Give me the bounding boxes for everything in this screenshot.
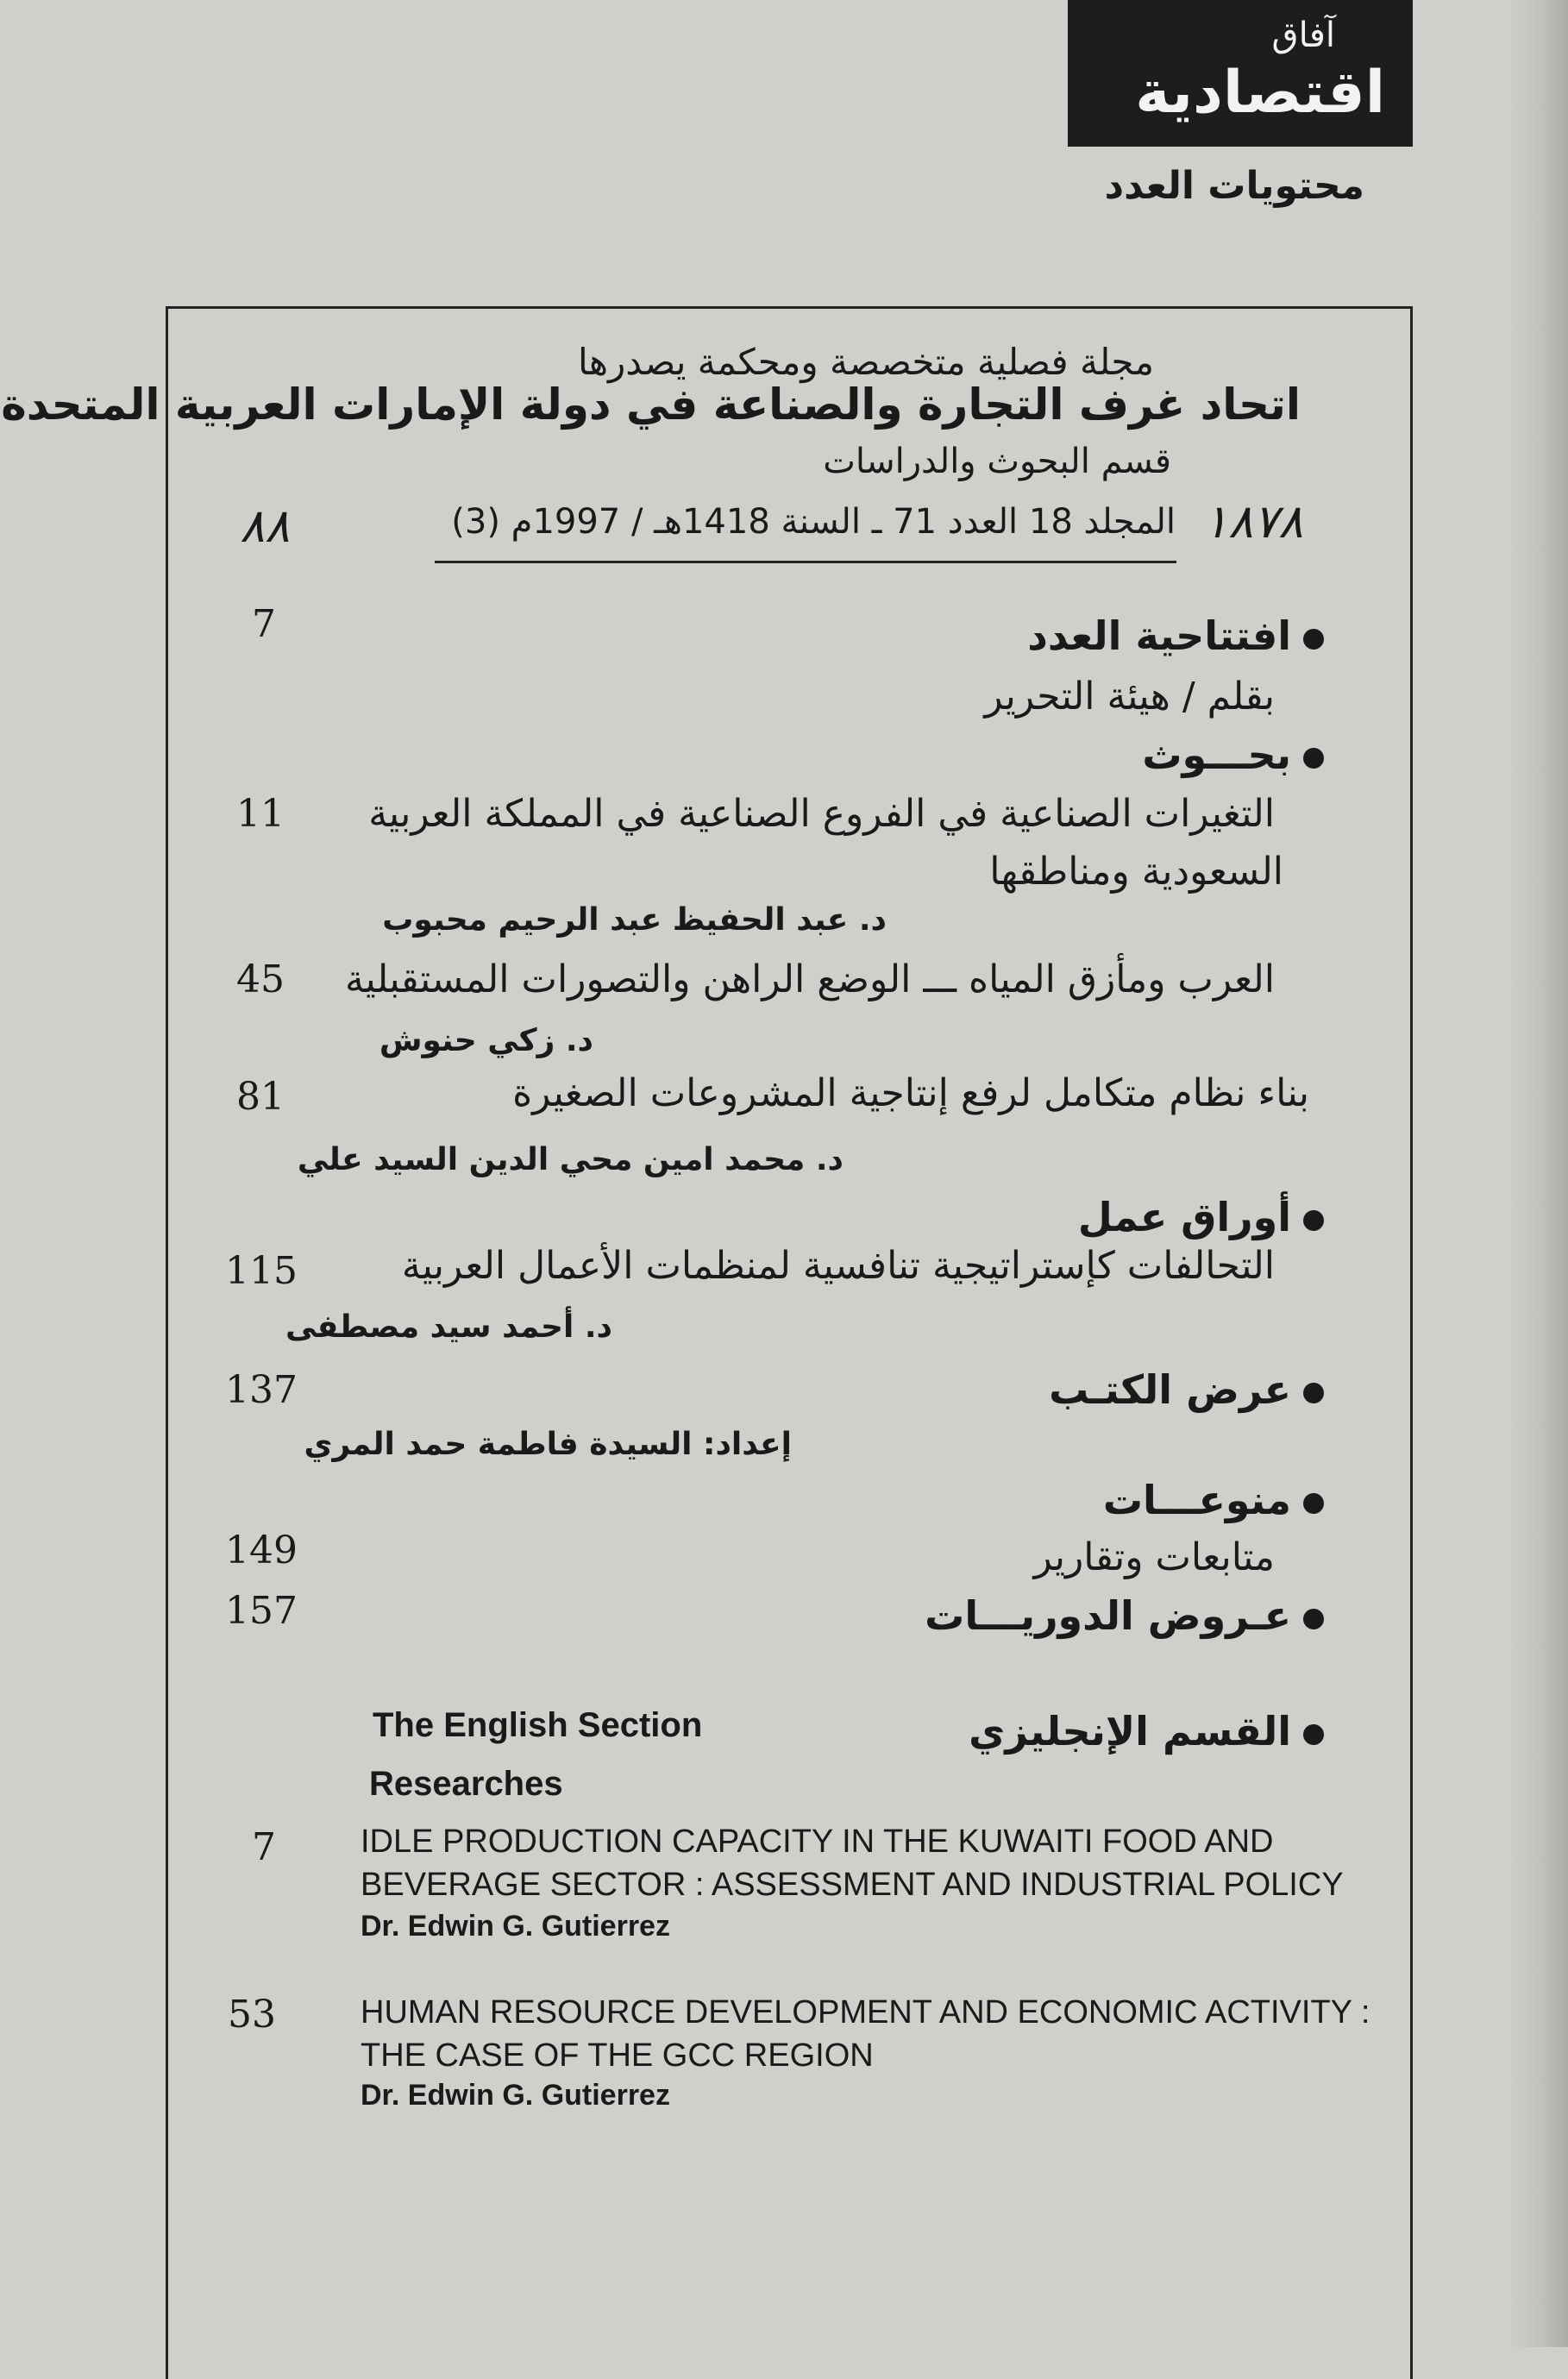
english-entry-title: IDLE PRODUCTION CAPACITY IN THE KUWAITI FOOD AND [361, 1823, 1274, 1860]
page-number: 115 [225, 1249, 298, 1293]
section-book-reviews: عرض الكتـب [1049, 1366, 1324, 1413]
handwritten-number-left: ٨٨ [240, 499, 291, 553]
bullet-icon [1303, 1210, 1324, 1231]
issue-contents-title: محتويات العدد [1104, 164, 1364, 208]
english-subheading: Researches [369, 1765, 563, 1803]
entry-title: التغيرات الصناعية في الفروع الصناعية في المملكة العربية [368, 792, 1275, 836]
page-number: 45 [236, 957, 285, 1001]
section-research: بحـــوث [1142, 731, 1324, 778]
english-entry-title: HUMAN RESOURCE DEVELOPMENT AND ECONOMIC ACTIVITY : [361, 1994, 1370, 2031]
entry-title: التحالفات كإستراتيجية تنافسية لمنظمات الأعمال العربية [401, 1244, 1275, 1288]
volume-underline [435, 561, 1176, 563]
magazine-logo [1068, 0, 1413, 147]
logo-line1: آفاق [1271, 16, 1335, 55]
page-number: 157 [225, 1589, 298, 1633]
publisher-line1: مجلة فصلية متخصصة ومحكمة يصدرها [578, 341, 1154, 383]
entry-author: إعداد: السيدة فاطمة حمد المري [304, 1427, 792, 1462]
logo-line2: اقتصادية [1135, 59, 1385, 127]
page-edge-shadow [1508, 0, 1568, 2347]
page-number: 81 [236, 1075, 285, 1119]
bullet-icon [1303, 1493, 1324, 1514]
section-periodicals: عـروض الدوريـــات [925, 1592, 1324, 1639]
entry-title-cont: السعودية ومناطقها [989, 850, 1283, 894]
entry-title: متابعات وتقارير [1033, 1535, 1275, 1579]
section-editorial: افتتاحية العدد [1027, 612, 1324, 659]
english-section-heading: The English Section [373, 1706, 703, 1744]
entry-author: د. زكي حنوش [379, 1023, 593, 1058]
bullet-icon [1303, 1724, 1324, 1745]
publisher-line2: اتحاد غرف التجارة والصناعة في دولة الإمارات العربية المتحدة [1, 380, 1301, 430]
english-entry-title-cont: BEVERAGE SECTOR : ASSESSMENT AND INDUSTRIAL POLICY [361, 1867, 1344, 1903]
page-number: 149 [225, 1528, 298, 1572]
entry-author: د. عبد الحفيظ عبد الرحيم محبوب [382, 902, 887, 938]
english-entry-author: Dr. Edwin G. Gutierrez [361, 2079, 670, 2112]
bullet-icon [1303, 1383, 1324, 1403]
page-number: 137 [225, 1368, 298, 1412]
page-number: 11 [236, 792, 285, 836]
bullet-icon [1303, 748, 1324, 769]
entry-title: بقلم / هيئة التحرير [984, 675, 1275, 719]
english-entry-title-cont: THE CASE OF THE GCC REGION [361, 2037, 874, 2074]
entry-title: العرب ومأزق المياه ـــ الوضع الراهن والتصورات المستقبلية [344, 957, 1275, 1001]
entry-title: بناء نظام متكامل لرفع إنتاجية المشروعات الصغيرة [512, 1071, 1309, 1115]
section-english: القسم الإنجليزي [969, 1708, 1324, 1754]
section-working-papers: أوراق عمل [1078, 1194, 1324, 1240]
publisher-line3: قسم البحوث والدراسات [823, 442, 1171, 481]
page-number: 7 [252, 602, 276, 646]
handwritten-number-right: ١٨٧٨ [1203, 494, 1304, 549]
english-entry-author: Dr. Edwin G. Gutierrez [361, 1910, 670, 1943]
bullet-icon [1303, 1609, 1324, 1629]
entry-author: د. أحمد سيد مصطفى [285, 1309, 612, 1345]
page-number: 7 [252, 1825, 276, 1869]
page-number: 53 [228, 1993, 276, 2037]
volume-info: المجلد 18 العدد 71 ـ السنة 1418هـ / 1997م (3) [451, 502, 1176, 542]
section-miscellaneous: منوعـــات [1103, 1477, 1324, 1523]
bullet-icon [1303, 629, 1324, 650]
entry-author: د. محمد امين محي الدين السيد علي [297, 1142, 844, 1177]
